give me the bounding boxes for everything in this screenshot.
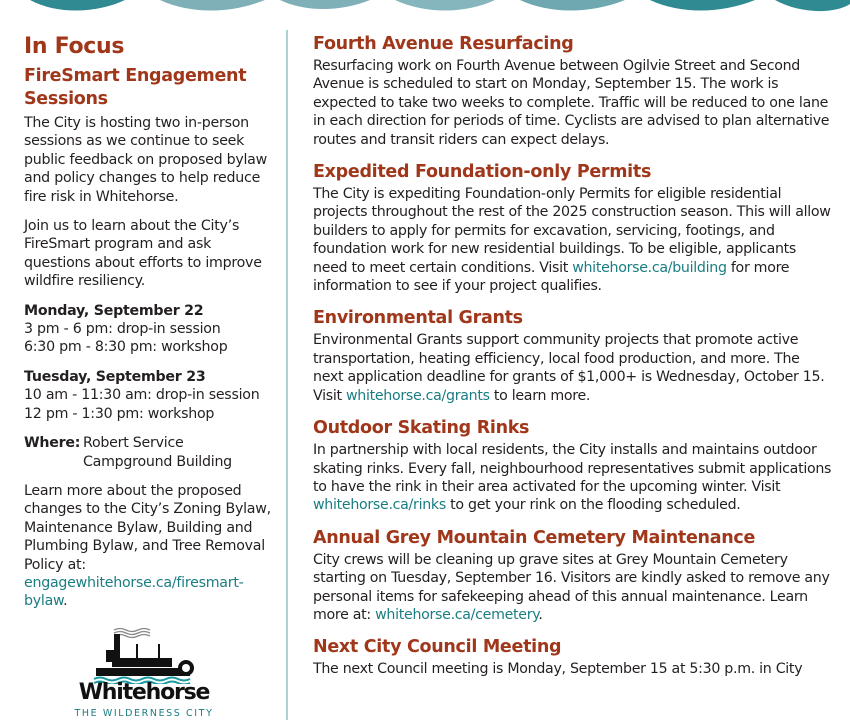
building-link[interactable]: whitehorse.ca/building xyxy=(572,259,727,276)
article-text: Environmental Grants support community projects that promote active transportation, heating efficiency, local food production, and more. The next application deadline for grants of $1,000+ is Wednesday, October 15. Visit xyxy=(313,332,825,404)
wave-segment xyxy=(160,0,265,11)
session-day: Tuesday, September 23 xyxy=(24,368,206,385)
session-monday xyxy=(24,302,272,357)
wave-segment xyxy=(395,0,495,11)
article-body xyxy=(313,57,833,149)
session-location xyxy=(24,434,272,471)
firesmart-intro: The City is hosting two in-person sessions as we continue to seek public feedback on proposed bylaw and policy changes to help reduce fire risk in Whitehorse. xyxy=(24,115,267,205)
news-column xyxy=(313,33,833,691)
article-text: to get your rink on the flooding scheduled. xyxy=(445,497,741,514)
article xyxy=(313,33,833,149)
article-text: Resurfacing work on Fourth Avenue between Ogilvie Street and Second Avenue is scheduled to start on Monday, September 15. The work is expected to take two weeks to complete. Traffic will be reduced to one lane in each direction for periods of time. Cyclists are advised to plan alternative routes and transit riders can expect delays. xyxy=(313,58,830,148)
session-slot: 6:30 pm - 8:30 pm: workshop xyxy=(24,339,228,356)
in-focus-heading: In Focus xyxy=(24,34,125,59)
article xyxy=(313,636,833,678)
article xyxy=(313,417,833,515)
session-slot: 3 pm - 6 pm: drop-in session xyxy=(24,321,221,338)
firesmart-join: Join us to learn about the City’s FireSmart program and ask questions about efforts to improve wildfire resiliency. xyxy=(24,218,262,290)
article-body xyxy=(313,441,833,515)
where-line-2: Campground Building xyxy=(83,453,232,470)
grants-link[interactable]: whitehorse.ca/grants xyxy=(345,387,490,404)
article-body xyxy=(313,660,833,678)
session-slot: 12 pm - 1:30 pm: workshop xyxy=(24,405,215,422)
firesmart-bylaw-link[interactable]: engagewhitehorse.ca/firesmart-bylaw xyxy=(24,574,244,610)
article-text: . xyxy=(538,606,543,623)
in-focus-sidebar xyxy=(24,33,272,622)
where-line-1: Robert Service xyxy=(83,435,184,452)
wave-segment xyxy=(650,0,755,11)
cemetery-link[interactable]: whitehorse.ca/cemetery xyxy=(375,606,539,623)
column-divider xyxy=(286,30,288,720)
article-title: Expedited Foundation-only Permits xyxy=(313,162,652,183)
article-title: Fourth Avenue Resurfacing xyxy=(313,34,574,54)
article-title: Environmental Grants xyxy=(313,308,523,329)
learn-more-paragraph xyxy=(24,482,272,611)
where-label: Where: xyxy=(24,435,81,452)
article-body xyxy=(313,331,833,405)
learn-more-text: Learn more about the proposed changes to the City’s Zoning Bylaw, Maintenance Bylaw, Building and Plumbing Bylaw, and Tree Removal Policy at: xyxy=(24,482,271,573)
logo-wordmark: Whitehorse xyxy=(78,680,210,705)
article-title: Annual Grey Mountain Cemetery Maintenance xyxy=(313,527,756,548)
article xyxy=(313,307,833,405)
wave-segment xyxy=(30,0,125,11)
logo-tagline: THE WILDERNESS CITY xyxy=(74,708,214,719)
wave-segment xyxy=(775,0,850,11)
session-tuesday xyxy=(24,368,272,423)
article-title: Next City Council Meeting xyxy=(313,637,562,658)
sternwheeler-icon xyxy=(72,624,216,684)
session-slot: 10 am - 11:30 am: drop-in session xyxy=(24,387,260,404)
article-text: for more information to see if your project qualifies. xyxy=(313,259,790,295)
article-text: City crews will be cleaning up grave sites at Grey Mountain Cemetery starting on Tuesday, September 16. Visitors are kindly asked to remove any personal items for safekeeping ahead of this annual maintenance. Learn more at: xyxy=(313,551,830,623)
wave-segment xyxy=(520,0,625,11)
article-text: In partnership with local residents, the City installs and maintains outdoor skating rinks. Every fall, neighbourhood representatives submit applications to have the rink in their area activated for the upcoming winter. Visit xyxy=(313,442,832,495)
whitehorse-logo xyxy=(72,624,216,720)
wave-banner xyxy=(0,0,850,14)
article-title: Outdoor Skating Rinks xyxy=(313,418,530,439)
article-text: The next Council meeting is Monday, September 15 at 5:30 p.m. in City xyxy=(313,661,803,678)
article xyxy=(313,161,833,295)
firesmart-heading: FireSmart Engagement Sessions xyxy=(24,66,247,109)
wave-segment xyxy=(280,0,370,9)
article xyxy=(313,527,833,625)
article-text: The City is expediting Foundation-only Permits for eligible residential projects throughout the rest of the 2025 construction season. This will allow builders to apply for permits for excavation, servicing, footings, and foundation work for new residential buildings. To be eligible, applicants need to meet certain conditions. Visit xyxy=(313,186,831,276)
session-day: Monday, September 22 xyxy=(24,302,204,319)
article-body xyxy=(313,551,833,625)
article-body xyxy=(313,185,833,295)
article-text: to learn more. xyxy=(489,387,591,404)
where-value xyxy=(83,434,232,471)
learn-more-end: . xyxy=(63,593,68,610)
rinks-link[interactable]: whitehorse.ca/rinks xyxy=(313,497,446,514)
